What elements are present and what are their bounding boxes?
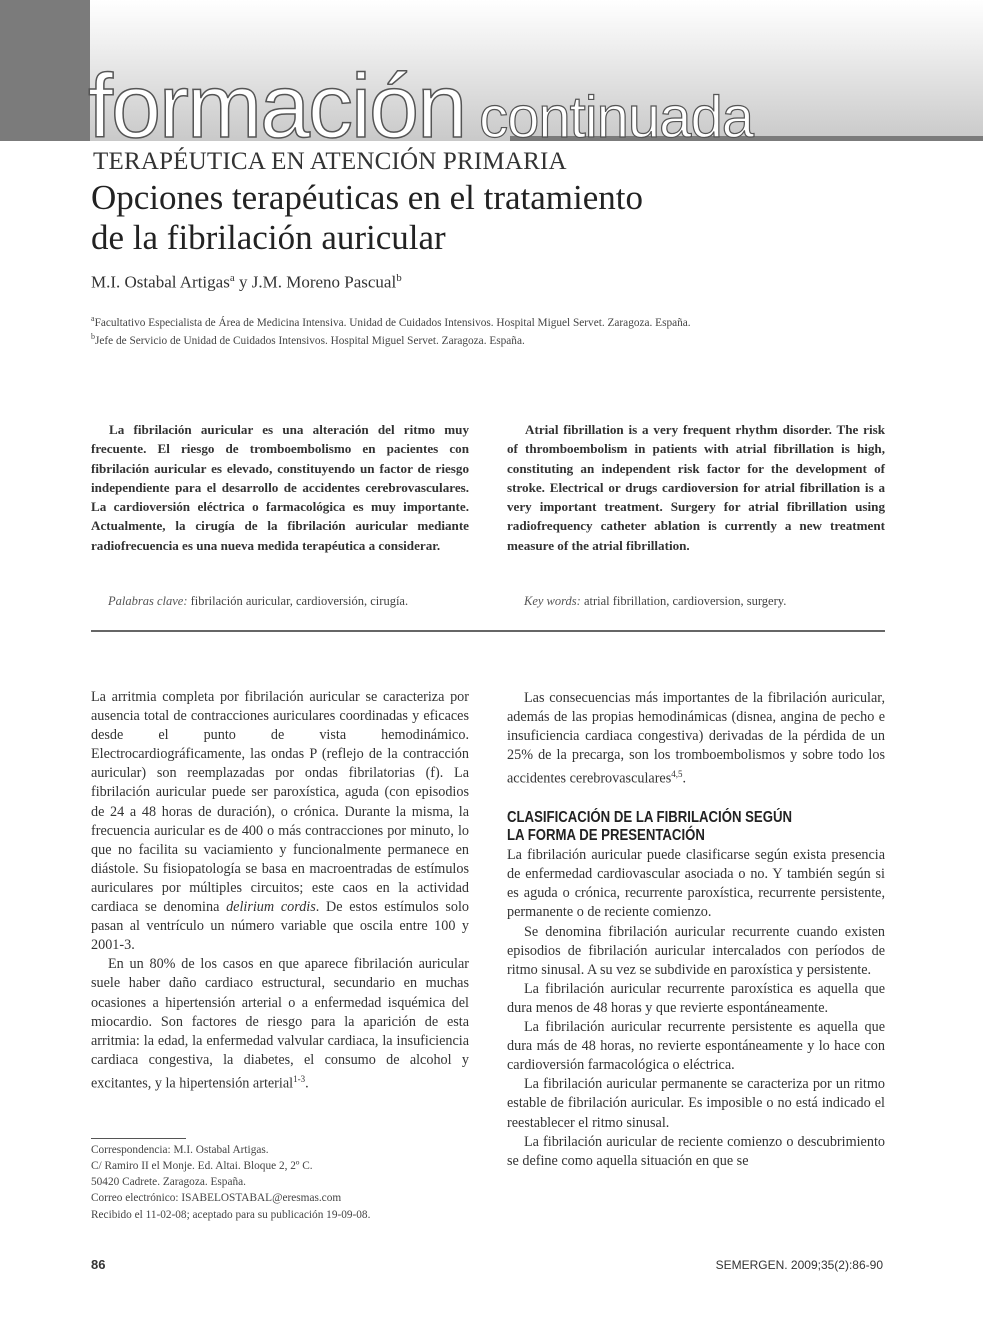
footnote-line: C/ Ramiro II el Monje. Ed. Altai. Bloque 2, 2º C. [91, 1160, 313, 1172]
footnote-line: 50420 Cadrete. Zaragoza. España. [91, 1176, 246, 1188]
received-date: Recibido el 11-02-08; aceptado para su publicación 19-09-08. [91, 1209, 371, 1221]
section-label: TERAPÉUTICA EN ATENCIÓN PRIMARIA [93, 148, 567, 175]
affiliations [91, 312, 891, 348]
keywords-english-text: atrial fibrillation, cardioversion, surgery. [580, 594, 787, 608]
keywords-spanish-label: Palabras clave: [108, 594, 188, 608]
author-join: y [234, 272, 252, 292]
author-2: J.M. Moreno Pascual [251, 272, 397, 292]
series-banner [88, 57, 753, 157]
body-paragraph: La fibrilación auricular recurrente persistente es aquella que dura más de 48 horas, no revierte espontáneamente y lo hace con cardioversión farmacológica o eléctrica. [507, 1019, 885, 1074]
author-list [91, 272, 402, 293]
body-text: . [305, 1075, 309, 1092]
section-subheading [507, 809, 828, 845]
footnote-email: Correo electrónico: ISABELOSTABAL@eresmas.com [91, 1192, 342, 1204]
body-paragraph: La fibrilación auricular permanente se caracteriza por un ritmo estable de fibrilación auricular. Es imposible o no está indicado el reestablecer el ritmo sinusal. [507, 1076, 885, 1131]
affiliation-a-text: Facultativo Especialista de Área de Medicina Intensiva. Unidad de Cuidados Intensivos. Hospital Miguel Servet. Zaragoza. España. [94, 316, 691, 329]
body-paragraph [91, 688, 469, 955]
header-gray-block [0, 0, 90, 141]
body-paragraph [91, 955, 469, 1093]
page-number: 86 [91, 1257, 106, 1272]
footnote-line: Correspondencia: M.I. Ostabal Artigas. [91, 1144, 269, 1156]
keywords-spanish-text: fibrilación auricular, cardioversión, cirugía. [187, 594, 409, 608]
body-text: En un 80% de los casos en que aparece fibrilación auricular suele haber daño cardiaco estructural, secundario en muchas ocasiones a hipertensión arterial o a enfermedad isquémica del miocardio. Son factores de riesgo para la aparición de esta arritmia: la edad, la enfermedad valvular cardiaca, la insuficiencia cardiaca congestiva, la diabetes, el consumo de alcohol y excitantes, y la hipertensión arterial [91, 956, 469, 1092]
journal-citation: SEMERGEN. 2009;35(2):86-90 [715, 1258, 883, 1272]
body-italic-term: delirium cordis [226, 899, 316, 916]
abstract-english: Atrial fibrillation is a very frequent rhythm disorder. The risk of thromboembolism in patients with atrial fibrillation is high, constituting an independent risk factor for the development of stroke. Electrical or drugs cardioversion for atrial fibrillation is a very important treatment. Surgery for atrial fibrillation using radiofrequency catheter ablation is currently a new treatment measure of the atrial fibrillation. [507, 422, 885, 553]
affiliation-b [91, 330, 891, 348]
author-1-mark: a [229, 272, 235, 284]
footnote-rule [91, 1138, 186, 1139]
title-line-2: de la fibrilación auricular [91, 218, 446, 257]
body-text: Las consecuencias más importantes de la fibrilación auricular, además de las propias hemodinámicas (disnea, angina de pecho e insuficiencia cardiaca congestiva) derivadas de la pérdida de un 25% de la precarga, son los tromboembolismos y sobre todo los accidentes cerebrovasculares [507, 690, 885, 788]
body-text: La arritmia completa por fibrilación auricular se caracteriza por ausencia total de contracciones auriculares coordinadas y eficaces desde el punto de vista hemodinámico. Electrocardiográficamente, las ondas P (reflejo de la contracción auricular) son reemplazadas por ondas fibrilatorias (f). La fibrilación auricular puede ser paroxística, aguda (con episodios de 24 a 48 horas de duración), o crónica. Durante la misma, la frecuencia auricular es de 400 o más contracciones por minuto, lo que no facilita su vaciamiento y funcionalmente permanece en diástole. Su fisiopatología se basa en macroentradas de estímulos auriculares por múltiples circuitos; este caos en la actividad cardiaca se denomina [91, 689, 469, 916]
author-1: M.I. Ostabal Artigas [91, 272, 230, 292]
affiliation-a [91, 312, 891, 330]
correspondence-footnote [91, 1142, 341, 1206]
abstract-divider [91, 630, 885, 632]
body-text: . De estos estímulos solo pasan al ventrículo un número variable que oscila entre 100 y 2001-3. [91, 899, 469, 954]
body-paragraph [507, 689, 885, 789]
keywords-english [524, 594, 786, 609]
affiliation-b-text: Jefe de Servicio de Unidad de Cuidados Intensivos. Hospital Miguel Servet. Zaragoza. España. [95, 334, 525, 347]
citation-mark: 1-3 [293, 1073, 306, 1084]
affiliation-a-mark: a [91, 314, 95, 323]
keywords-english-label: Key words: [524, 594, 581, 608]
body-text: . [682, 771, 687, 788]
body-paragraph: La fibrilación auricular de reciente comienzo o descubrimiento se define como aquella situación en que se [507, 1133, 885, 1169]
body-paragraph: La fibrilación auricular puede clasificarse según exista presencia de enfermedad cardiovascular asociada o no. Y también según si es aguda o crónica, recurrente paroxística, recurrente persistente, permanente o de reciente comienzo. [507, 847, 885, 921]
body-column-left [91, 688, 469, 1094]
subheading-line-1: CLASIFICACIÓN DE LA FIBRILACIÓN SEGÚN [507, 809, 792, 827]
abstract-spanish: La fibrilación auricular es una alteración del ritmo muy frecuente. El riesgo de tromboembolismo en pacientes con fibrilación auricular es elevado, constituyendo un factor de riesgo independiente para el desarrollo de accidentes cerebrovasculares. La cardioversión eléctrica o farmacológica es muy importante. Actualmente, la cirugía de la fibrilación auricular mediante radiofrecuencia es una nueva medida terapéutica a considerar. [91, 422, 469, 553]
article-title [91, 178, 891, 258]
body-column-right [507, 689, 885, 1171]
series-word-continuada: continuada [479, 85, 753, 150]
affiliation-b-mark: b [91, 331, 95, 341]
author-2-mark: b [396, 272, 402, 284]
body-paragraph: Se denomina fibrilación auricular recurrente cuando existen episodios de fibrilación auricular intercalados con períodos de ritmo sinusal. A su vez se subdivide en paroxística y persistente. [507, 923, 885, 978]
keywords-spanish [108, 594, 408, 609]
series-word-formacion: formación [88, 57, 466, 157]
citation-mark: 4,5 [671, 769, 683, 780]
body-paragraph: La fibrilación auricular recurrente paroxística es aquella que dura menos de 48 horas y que revierte espontáneamente. [507, 980, 885, 1016]
subheading-line-2: LA FORMA DE PRESENTACIÓN [507, 827, 705, 845]
title-line-1: Opciones terapéuticas en el tratamiento [91, 178, 643, 217]
